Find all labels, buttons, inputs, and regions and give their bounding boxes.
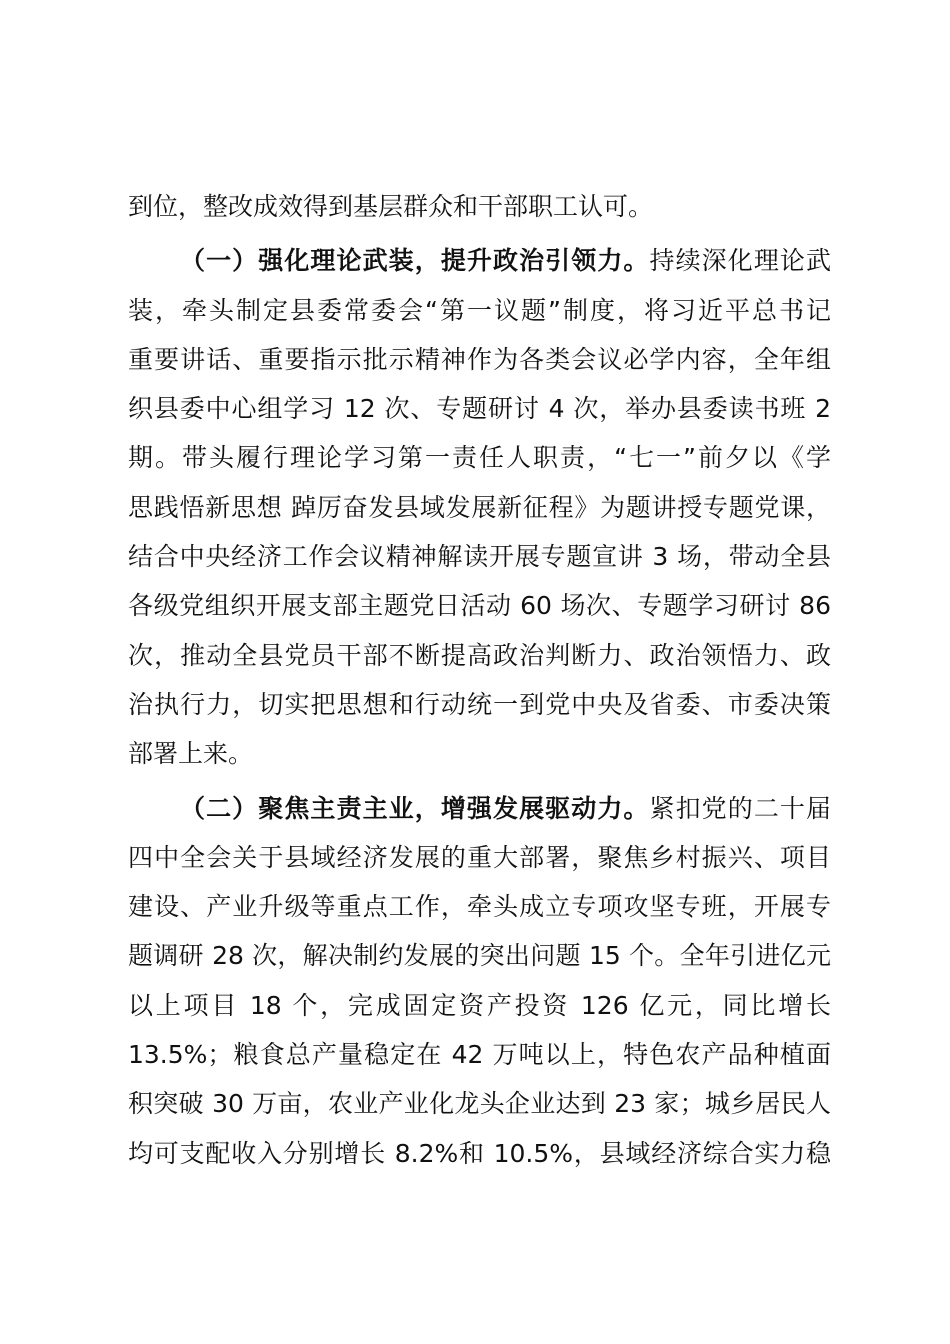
section-heading: （二）聚焦主责主业，增强发展驱动力。 (180, 793, 650, 823)
paragraph-section-1 (128, 240, 831, 782)
text-line: 治执行力，切实把思想和行动统一到党中央及省委、市委决策 (128, 689, 831, 719)
text-line (128, 240, 831, 289)
text-line: 建设、产业升级等重点工作，牵头成立专项攻坚专班，开展专 (128, 892, 831, 922)
text-line: 题调研 28 次，解决制约发展的突出问题 15 个。全年引进亿元 (128, 941, 831, 971)
text-line: 部署上来。 (128, 739, 254, 769)
text-line: 期。带头履行理论学习第一责任人职责，“七一”前夕以《学 (128, 443, 831, 473)
text-line: 均可支配收入分别增长 8.2%和 10.5%，县域经济综合实力稳 (128, 1138, 831, 1168)
text-line: 13.5%；粮食总产量稳定在 42 万吨以上，特色农产品种植面 (128, 1040, 831, 1070)
text-line: 装，牵头制定县委常委会“第一议题”制度，将习近平总书记 (128, 295, 831, 325)
text-run: 紧扣党的二十届 (649, 793, 831, 823)
paragraph-intro-tail (128, 186, 831, 235)
text-line: 思践悟新思想 踔厉奋发县域发展新征程》为题讲授专题党课， (128, 492, 831, 522)
text-run: 持续深化理论武 (649, 246, 831, 276)
text-line: 到位，整改成效得到基层群众和干部职工认可。 (128, 192, 654, 221)
text-line: 结合中央经济工作会议精神解读开展专题宣讲 3 场，带动全县 (128, 542, 831, 572)
text-line: 以上项目 18 个，完成固定资产投资 126 亿元，同比增长 (128, 990, 831, 1020)
text-line: 重要讲话、重要指示批示精神作为各类会议必学内容，全年组 (128, 344, 831, 374)
paragraph-section-2 (128, 788, 831, 1182)
text-line (128, 788, 831, 837)
text-line: 各级党组织开展支部主题党日活动 60 场次、专题学习研讨 86 (128, 591, 831, 621)
text-line: 织县委中心组学习 12 次、专题研讨 4 次，举办县委读书班 2 (128, 394, 831, 424)
text-line: 四中全会关于县域经济发展的重大部署，聚焦乡村振兴、项目 (128, 842, 831, 872)
section-heading: （一）强化理论武装，提升政治引领力。 (180, 246, 650, 276)
document-page (128, 186, 831, 1182)
text-line: 积突破 30 万亩，农业产业化龙头企业达到 23 家；城乡居民人 (128, 1089, 831, 1119)
text-line: 次，推动全县党员干部不断提高政治判断力、政治领悟力、政 (128, 640, 831, 670)
